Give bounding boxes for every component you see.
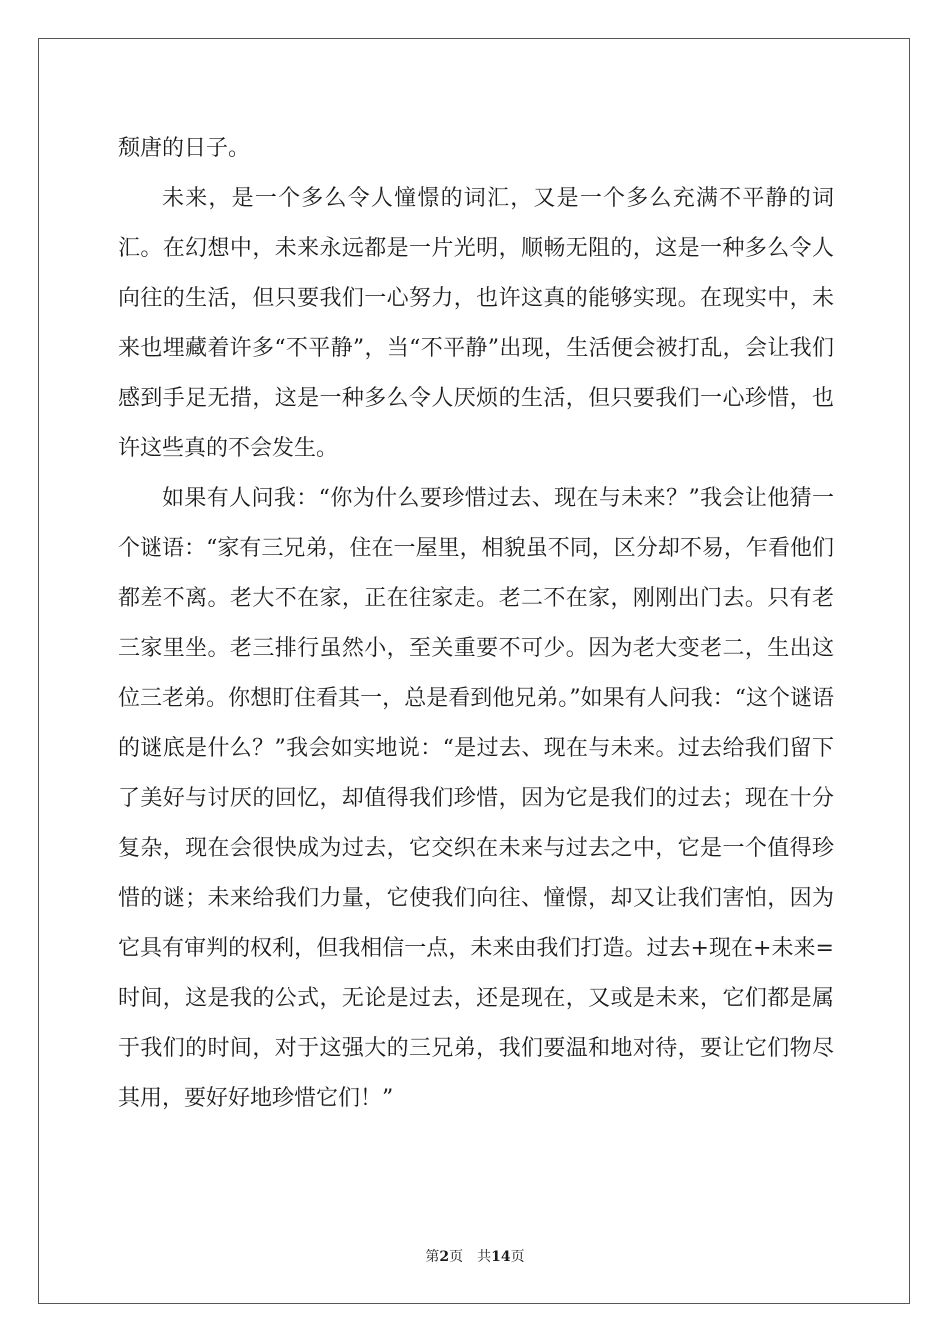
page-footer	[0, 1246, 950, 1266]
document-body	[118, 124, 834, 1124]
total-pages: 14	[491, 1249, 511, 1265]
page-prefix: 第	[425, 1249, 440, 1265]
paragraph-future: 未来，是一个多么令人憧憬的词汇，又是一个多么充满不平静的词汇。在幻想中，未来永远都是一片光明，顺畅无阻的，这是一种多么令人向往的生活，但只要我们一心努力，也许这真的能够实现。在现实中，未来也埋藏着许多“不平静”，当“不平静”出现，生活便会被打乱，会让我们感到手足无措，这是一种多么令人厌烦的生活，但只要我们一心珍惜，也许这些真的不会发生。	[118, 186, 834, 461]
total-suffix: 页	[510, 1249, 525, 1265]
paragraph-continuation: 颓唐的日子。	[118, 136, 251, 161]
total-prefix: 共	[477, 1249, 492, 1265]
page-number: 2	[439, 1249, 450, 1265]
page-suffix: 页	[449, 1249, 464, 1265]
paragraph-riddle: 如果有人问我：“你为什么要珍惜过去、现在与未来？”我会让他猜一个谜语：“家有三兄弟，住在一屋里，相貌虽不同，区分却不易，乍看他们都差不离。老大不在家，正在往家走。老二不在家，刚刚出门去。只有老三家里坐。老三排行虽然小，至关重要不可少。因为老大变老二，生出这位三老弟。你想盯住看其一，总是看到他兄弟。”如果有人问我：“这个谜语的谜底是什么？”我会如实地说：“是过去、现在与未来。过去给我们留下了美好与讨厌的回忆，却值得我们珍惜，因为它是我们的过去；现在十分复杂，现在会很快成为过去，它交织在未来与过去之中，它是一个值得珍惜的谜；未来给我们力量，它使我们向往、憧憬，却又让我们害怕，因为它具有审判的权利，但我相信一点，未来由我们打造。过去+现在+未来=时间，这是我的公式，无论是过去，还是现在，又或是未来，它们都是属于我们的时间，对于这强大的三兄弟，我们要温和地对待，要让它们物尽其用，要好好地珍惜它们！”	[118, 486, 834, 1111]
